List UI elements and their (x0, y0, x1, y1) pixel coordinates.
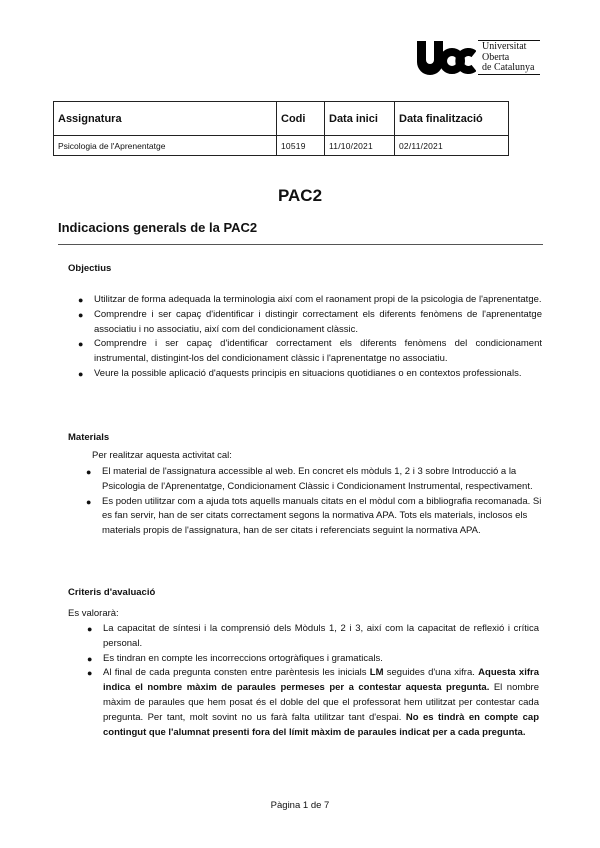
bullet-icon: ● (87, 624, 93, 634)
bullet-icon: ● (78, 295, 84, 305)
list-item: ● Al final de cada pregunta consten entre parèntesis les inicials LM seguides d'una xifra. Aquesta xifra indica el nombre màxim de paraules permeses per a contestar aquesta pregunta. El nombre màxim de paraules que hem posat és el doble del que el professorat hem utilitzat per contestar cada pregunta. Per tant, molt sovint no us farà falta utilitzar tant d'espai. No es tindrà en compte cap contingut que l'alumnat presenti fora del límit màxim de paraules indicat per a cada pregunta. (87, 667, 539, 738)
bullet-icon: ● (86, 496, 92, 507)
list-item: ● La capacitat de síntesi i la comprensió dels Mòduls 1, 2 i 3, així com la capacitat de reflexió i crítica personal. (87, 623, 539, 649)
page-footer: Pàgina 1 de 7 (270, 800, 330, 811)
header-assignatura: Assignatura (54, 102, 277, 136)
table-header-row (54, 102, 509, 136)
header-codi: Codi (277, 102, 325, 136)
logo-wordmark (482, 42, 534, 74)
logo-divider-bottom (478, 74, 540, 75)
list-item: ● Es tindran en compte les incorreccions ortogràfiques i gramaticals. (103, 652, 539, 667)
cell-assignatura: Psicologia de l'Aprenentatge (54, 136, 277, 156)
bullet-icon: ● (87, 668, 93, 679)
materials-heading: Materials (68, 432, 110, 443)
logo-line-1: Universitat (482, 41, 527, 52)
section-title: Indicacions generals de la PAC2 (58, 220, 258, 235)
bullet-icon: ● (78, 339, 84, 350)
list-item: ● Comprendre i ser capaç d'identificar correctament els diferents fenòmens del condicionament instrumental, distingint-los del condicionament clàssic i l'aprenentatge no associatiu. (78, 338, 542, 365)
logo-line-3: de Catalunya (482, 62, 535, 73)
cell-data-finalitzacio: 02/11/2021 (395, 136, 509, 156)
objectius-heading: Objectius (68, 263, 112, 274)
criteris-list (87, 622, 539, 740)
bullet-icon: ● (78, 368, 84, 379)
list-item: ● Veure la possible aplicació d'aquests principis en situacions quotidianes o en contextos professionals. (94, 367, 542, 382)
bullet-icon: ● (78, 309, 84, 320)
cell-codi: 10519 (277, 136, 325, 156)
uoc-logo (416, 40, 540, 76)
header-data-finalitzacio: Data finalització (395, 102, 509, 136)
bullet-icon: ● (86, 467, 92, 477)
cell-data-inici: 11/10/2021 (325, 136, 395, 156)
header-data-inici: Data inici (325, 102, 395, 136)
objectius-list (78, 293, 542, 382)
list-item: ● Utilitzar de forma adequada la terminologia així com el raonament propi de la psicologia de l'aprenentatge. (94, 293, 542, 308)
criteris-heading: Criteris d'avaluació (68, 587, 156, 598)
list-item: ● Es poden utilitzar com a ajuda tots aquells manuals citats en el mòdul com a bibliografia recomanada. Si es fan servir, han de ser citats correctament segons la normativa APA. Tots els materials, inclosos els materials propis de l'assignatura, han de ser citats i referenciats seguint la normativa APA. (86, 495, 542, 537)
course-info-table (53, 101, 509, 156)
section-divider (58, 244, 543, 245)
materials-list (86, 465, 542, 539)
materials-intro: Per realitzar aquesta activitat cal: (92, 450, 232, 461)
table-row (54, 136, 509, 156)
criteris-intro: Es valorarà: (68, 608, 119, 619)
list-item: ● Comprendre i ser capaç d'identificar i distingir correctament els diferents fenòmens de l'aprenentatge associatiu i no associatiu, així com del condicionament clàssic. (78, 308, 542, 335)
page-title: PAC2 (277, 186, 323, 205)
bullet-icon: ● (87, 653, 93, 664)
logo-line-2: Oberta (482, 51, 510, 63)
list-item: ● El material de l'assignatura accessible al web. En concret els mòduls 1, 2 i 3 sobre Introducció a la Psicologia de l'Aprenentatge, Condicionament Clàssic i Condicionament Instrumental, respectivament. (86, 466, 533, 492)
uoc-logo-mark (416, 40, 476, 76)
